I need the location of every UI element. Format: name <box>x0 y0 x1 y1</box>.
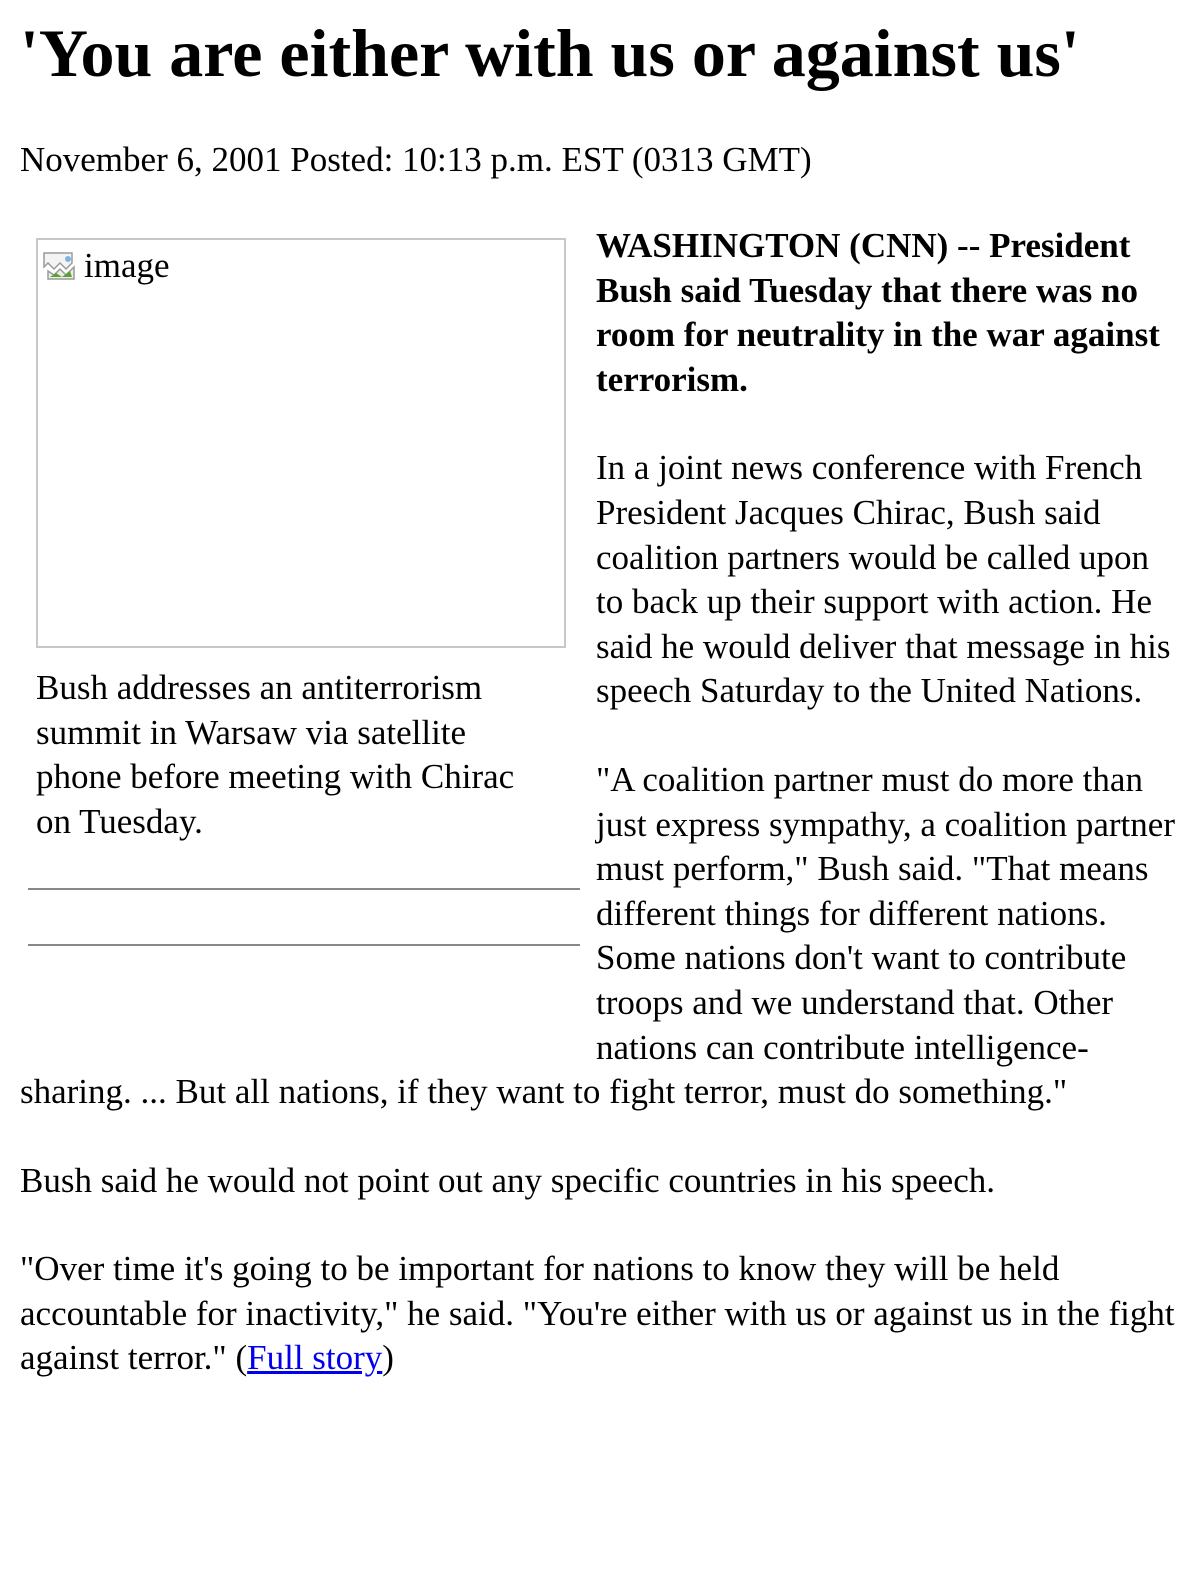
broken-image <box>42 246 170 286</box>
headline: 'You are either with us or against us' <box>20 15 1080 91</box>
dateline: November 6, 2001 Posted: 10:13 p.m. EST (0313 GMT) <box>20 140 812 179</box>
photo-placeholder <box>36 238 566 648</box>
broken-image-icon <box>42 249 82 283</box>
body-paragraph-2: "A coalition partner must do more than just express sympathy, a coalition partner must perform," Bush said. "That means different things for different nations. Some nations don't want to contribute troops and we understand that. Other nations can contribute intelligence-sharing. ... But all nations, if they want to fight terror, must do something." <box>20 759 1175 1112</box>
full-story-link[interactable]: Full story <box>247 1338 383 1378</box>
body-paragraph-3: Bush said he would not point out any specific countries in his speech. <box>20 1160 995 1200</box>
divider-top <box>28 888 580 890</box>
broken-image-alt-text: image <box>84 246 170 285</box>
final-paragraph-close: ) <box>382 1338 394 1378</box>
lead-paragraph: WASHINGTON (CNN) -- President Bush said Tuesday that there was no room for neutrality in the war against terrorism. <box>596 226 1160 399</box>
photo-caption: Bush addresses an antiterrorism summit in Warsaw via satellite phone before meeting with Chirac on Tuesday. <box>36 668 515 841</box>
article-body <box>20 218 1180 1381</box>
article-page <box>0 8 1200 1381</box>
final-paragraph-text: "Over time it's going to be important for nations to know they will be held accountable for inactivity," he said. "You're either with us or against us in the fight against terror." ( <box>20 1249 1175 1378</box>
divider-bottom <box>28 944 580 946</box>
body-paragraph-1: In a joint news conference with French President Jacques Chirac, Bush said coalition partners would be called upon to back up their support with action. He said he would deliver that message in his speech Saturday to the United Nations. <box>596 448 1171 711</box>
body-paragraph-final <box>20 1247 1180 1381</box>
photo-sidebar <box>20 218 586 1048</box>
